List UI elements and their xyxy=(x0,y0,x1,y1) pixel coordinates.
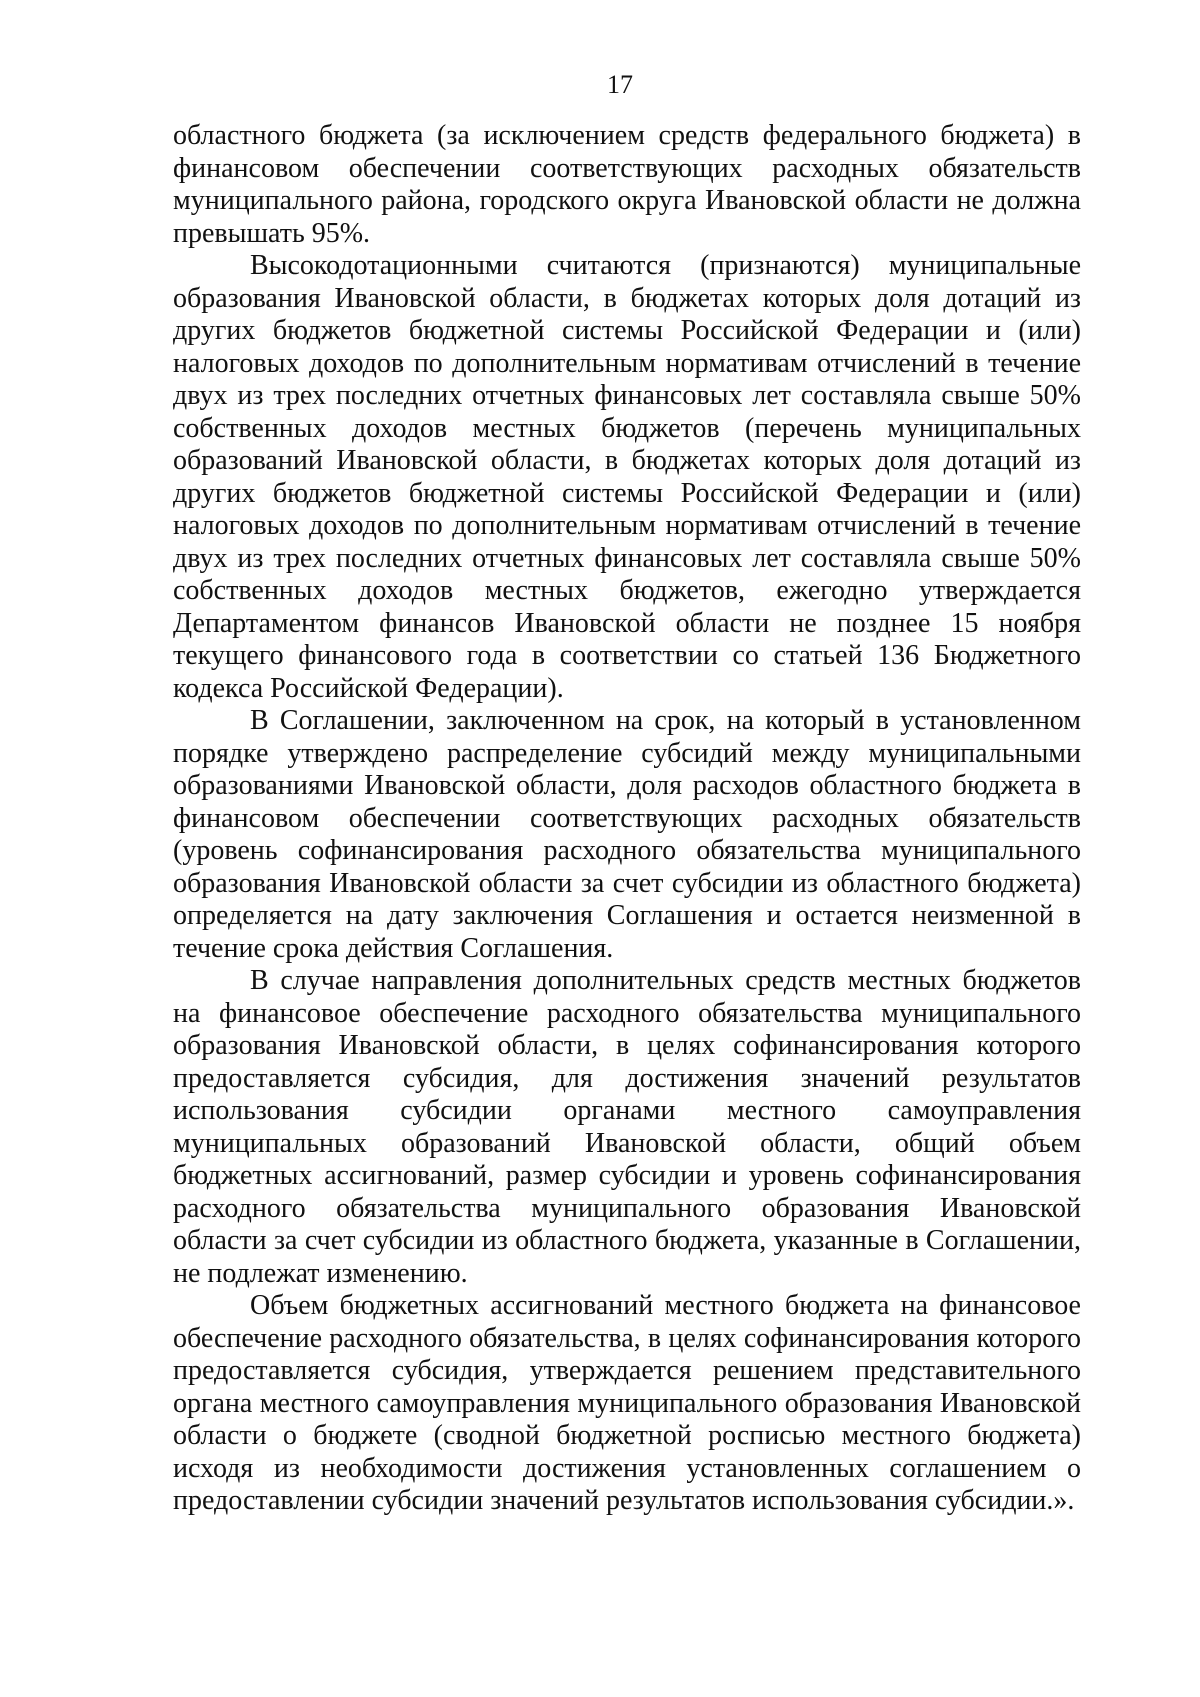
paragraph-local-budget-volume: Объем бюджетных ассигнований местного бюджета на финансовое обеспечение расходного обязательства, в целях софинансирования которого предоставляется субсидия, утверждается решением представительного органа местного самоуправления муниципального образования Ивановской области о бюджете (сводной бюджетной росписью местного бюджета) исходя из необходимости достижения установленных соглашением о предоставлении субсидии значений результатов использования субсидии.». xyxy=(173,1290,1081,1516)
document-body xyxy=(173,120,1081,1518)
paragraph-high-subsidy-definition: Высокодотационными считаются (признаются) муниципальные образования Ивановской области, в бюджетах которых доля дотаций из других бюджетов бюджетной системы Российской Федерации и (или) налоговых доходов по дополнительным нормативам отчислений в течение двух из трех последних отчетных финансовых лет составляла свыше 50% собственных доходов местных бюджетов (перечень муниципальных образований Ивановской области, в бюджетах которых доля дотаций из других бюджетов бюджетной системы Российской Федерации и (или) налоговых доходов по дополнительным нормативам отчислений в течение двух из трех последних отчетных финансовых лет составляла свыше 50% собственных доходов местных бюджетов, ежегодно утверждается Департаментом финансов Ивановской области не позднее 15 ноября текущего финансового года в соответствии со статьей 136 Бюджетного кодекса Российской Федерации). xyxy=(173,250,1081,704)
paragraph-additional-funds: В случае направления дополнительных средств местных бюджетов на финансовое обеспечение расходного обязательства муниципального образования Ивановской области, в целях софинансирования которого предоставляется субсидия, для достижения значений результатов использования субсидии органами местного самоуправления муниципальных образований Ивановской области, общий объем бюджетных ассигнований, размер субсидии и уровень софинансирования расходного обязательства муниципального образования Ивановской области за счет субсидии из областного бюджета, указанные в Соглашении, не подлежат изменению. xyxy=(173,965,1081,1289)
paragraph-continuation: областного бюджета (за исключением средств федерального бюджета) в финансовом обеспечении соответствующих расходных обязательств муниципального района, городского округа Ивановской области не должна превышать 95%. xyxy=(173,120,1081,249)
page-number: 17 xyxy=(607,70,633,99)
paragraph-agreement-share: В Соглашении, заключенном на срок, на который в установленном порядке утверждено распределение субсидий между муниципальными образованиями Ивановской области, доля расходов областного бюджета в финансовом обеспечении соответствующих расходных обязательств (уровень софинансирования расходного обязательства муниципального образования Ивановской области за счет субсидии из областного бюджета) определяется на дату заключения Соглашения и остается неизменной в течение срока действия Соглашения. xyxy=(173,705,1081,964)
